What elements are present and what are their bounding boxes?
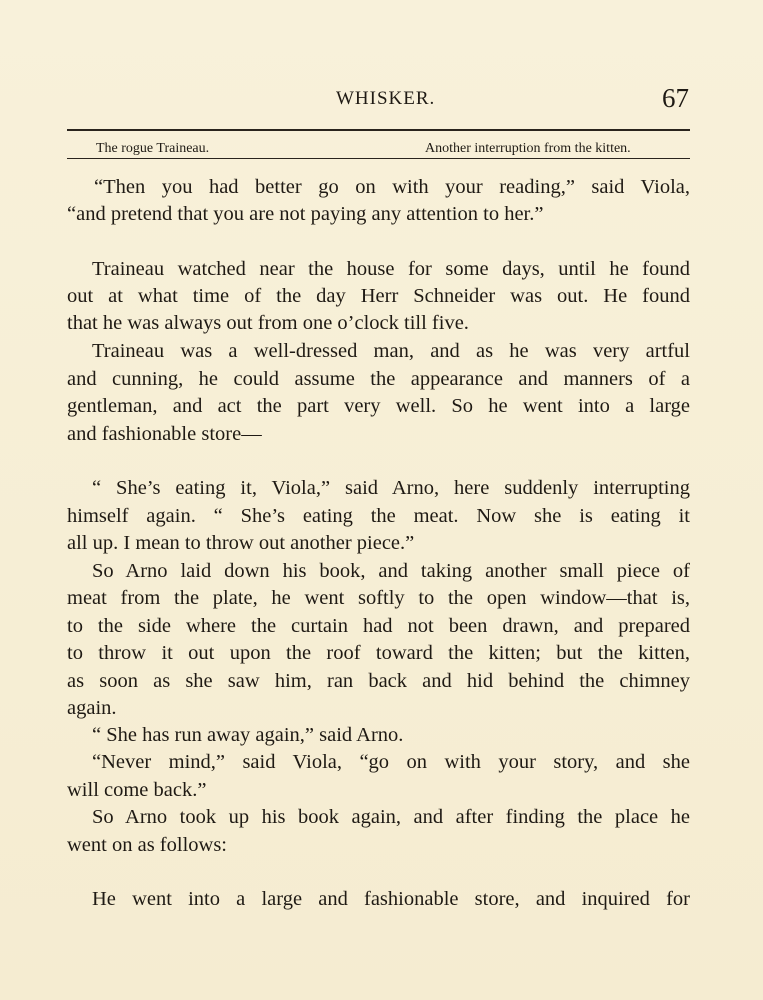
body-line-1: “Then you had better go on with your reading,” said Viola, xyxy=(94,176,690,198)
running-head xyxy=(67,83,689,113)
body-line-22: So Arno took up his book again, and after finding the place he xyxy=(92,806,690,828)
page-number: 67 xyxy=(662,83,689,113)
side-head-left: The rogue Traineau. xyxy=(96,141,210,156)
side-head-right: Another interruption from the kitten. xyxy=(425,141,631,156)
body-line-8: gentleman, and act the part very well. So he went into a large xyxy=(67,395,690,417)
body-line-15: to the side where the curtain had not been drawn, and prepared xyxy=(67,615,690,637)
body-line-24: He went into a large and fashionable store, and inquired for xyxy=(92,888,690,910)
body-line-16: to throw it out upon the roof toward the kitten; but the kitten, xyxy=(67,642,690,664)
body-line-6: Traineau was a well-dressed man, and as he was very artful xyxy=(92,340,690,362)
body-line-5: that he was always out from one o’clock till five. xyxy=(67,312,469,334)
body-line-18: again. xyxy=(67,697,117,719)
body-line-12: all up. I mean to throw out another piece.” xyxy=(67,532,415,554)
body-line-3: Traineau watched near the house for some days, until he found xyxy=(92,258,690,280)
body-line-11: himself again. “ She’s eating the meat. Now she is eating it xyxy=(67,505,690,527)
body-line-20: “Never mind,” said Viola, “go on with your story, and she xyxy=(92,751,690,773)
body-line-17: as soon as she saw him, ran back and hid behind the chimney xyxy=(67,670,690,692)
body-line-21: will come back.” xyxy=(67,779,207,801)
top-rule xyxy=(67,129,690,131)
body-line-2: “and pretend that you are not paying any attention to her.” xyxy=(67,203,544,225)
body-line-10: “ She’s eating it, Viola,” said Arno, here suddenly interrupting xyxy=(92,477,690,499)
body-line-13: So Arno laid down his book, and taking another small piece of xyxy=(92,560,690,582)
body-line-14: meat from the plate, he went softly to the open window—that is, xyxy=(67,587,690,609)
body-line-4: out at what time of the day Herr Schneider was out. He found xyxy=(67,285,690,307)
running-title: WHISKER. xyxy=(336,88,436,109)
body-line-7: and cunning, he could assume the appearance and manners of a xyxy=(67,368,690,390)
body-line-9: and fashionable store— xyxy=(67,423,262,445)
body-line-19: “ She has run away again,” said Arno. xyxy=(92,724,404,746)
body-line-23: went on as follows: xyxy=(67,834,227,856)
bottom-rule xyxy=(67,158,690,159)
